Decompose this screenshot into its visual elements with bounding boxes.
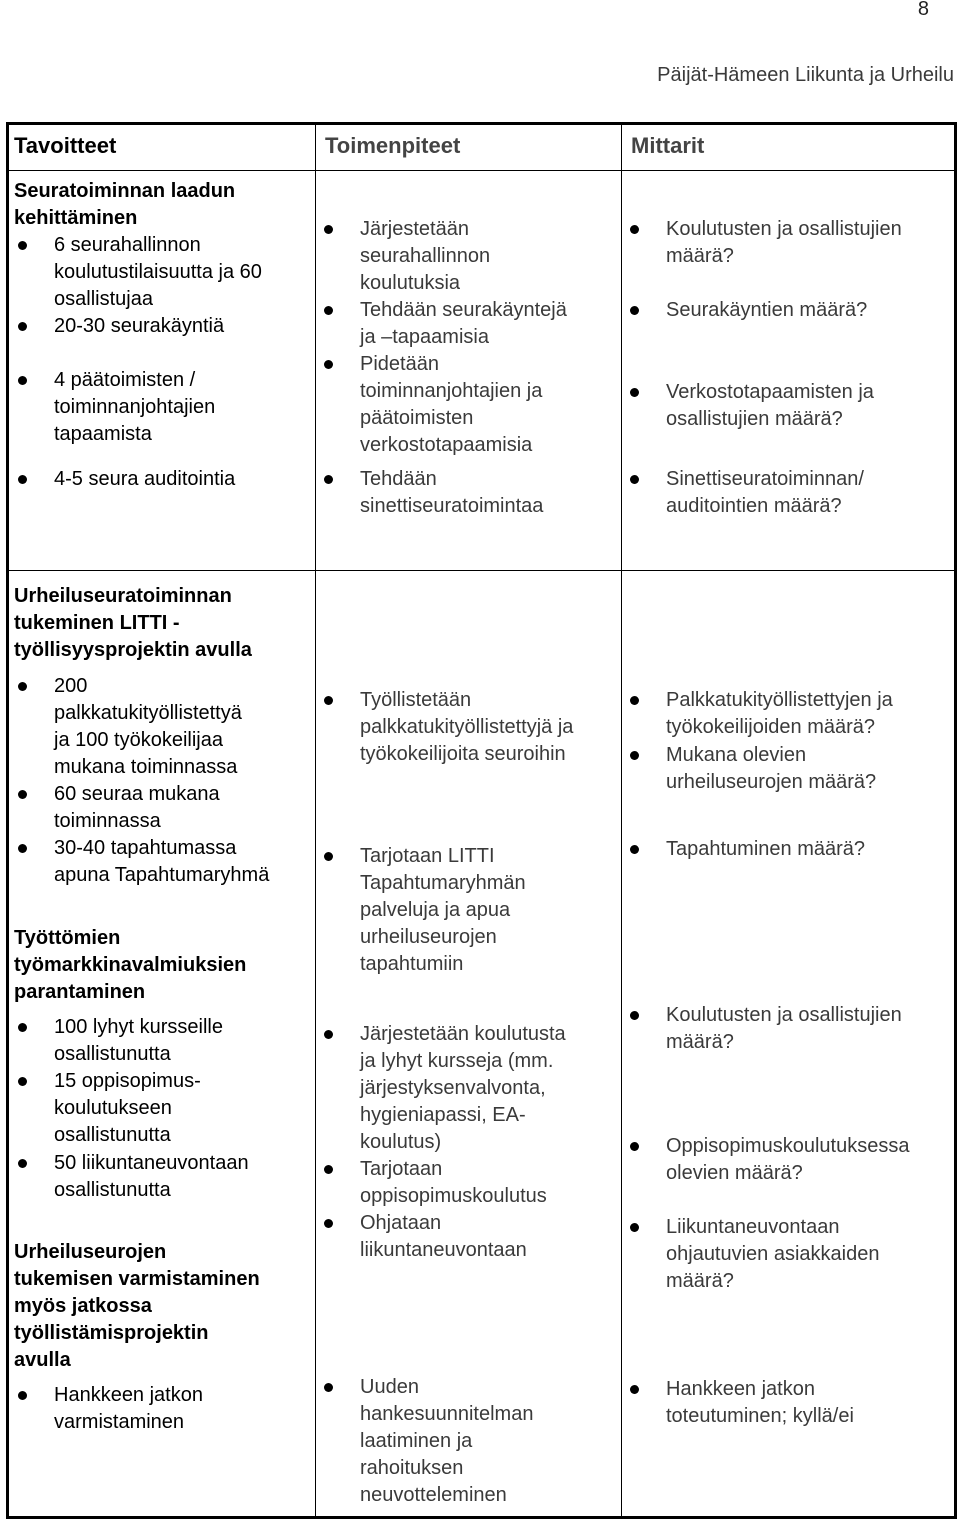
bullet-icon: [324, 1383, 333, 1392]
text-line: kehittäminen: [14, 207, 138, 229]
bullet-text: [360, 1210, 527, 1264]
page-number: 8: [917, 0, 929, 20]
bullet-text: [360, 351, 542, 459]
text-line: neuvotteleminen: [360, 1484, 507, 1506]
text-line: Työttömien: [14, 927, 121, 949]
bullet-text: [666, 742, 876, 796]
text-line: 6 seurahallinnon: [54, 234, 201, 256]
text-line: olevien määrä?: [666, 1162, 803, 1184]
text-line: hygieniapassi, EA-: [360, 1104, 526, 1126]
text-line: koulutukseen: [54, 1097, 172, 1119]
text-line: osallistunutta: [54, 1043, 171, 1065]
text-line: Hankkeen jatkon: [666, 1378, 815, 1400]
text-line: 20-30 seurakäyntiä: [54, 315, 225, 337]
text-line: toiminnanjohtajien: [54, 396, 216, 418]
bullet-text: [54, 466, 235, 493]
text-line: järjestyksenvalvonta,: [360, 1077, 546, 1099]
bullet-text: [360, 297, 567, 351]
bullet-text: [360, 466, 543, 520]
text-line: ja lyhyt kursseja (mm.: [360, 1050, 554, 1072]
text-line: 15 oppisopimus-: [54, 1070, 201, 1092]
text-line: liikuntaneuvontaan: [360, 1239, 527, 1261]
bullet-text: [666, 466, 864, 520]
bullet-text: [54, 835, 269, 889]
text-line: toteutuminen; kyllä/ei: [666, 1405, 854, 1427]
bullet-text: [360, 216, 490, 297]
text-line: tukemisen varmistaminen: [14, 1268, 260, 1290]
bullet-icon: [324, 225, 333, 234]
bullet-text: [54, 781, 220, 835]
text-line: Palkkatukityöllistettyjen ja: [666, 689, 893, 711]
bullet-icon: [18, 682, 27, 691]
text-line: Koulutusten ja osallistujien: [666, 1004, 902, 1026]
text-line: Mukana olevien: [666, 744, 807, 766]
bullet-text: [360, 843, 526, 978]
text-line: verkostotapaamisia: [360, 434, 533, 456]
bullet-icon: [630, 1011, 639, 1020]
text-line: mukana toiminnassa: [54, 756, 238, 778]
text-line: Seurakäyntien määrä?: [666, 299, 868, 321]
bullet-icon: [18, 790, 27, 799]
text-line: 50 liikuntaneuvontaan: [54, 1152, 249, 1174]
text-line: 200: [54, 675, 88, 697]
header-actions: Toimenpiteet: [325, 133, 461, 158]
goals-table: [6, 122, 957, 1519]
text-line: Pidetään: [360, 353, 439, 375]
header-measures: Mittarit: [631, 133, 705, 158]
bullet-text: [666, 216, 902, 270]
text-line: Koulutusten ja osallistujien: [666, 218, 902, 240]
text-line: Järjestetään koulutusta: [360, 1023, 566, 1045]
goal-section-title: [14, 1239, 260, 1374]
bullet-icon: [630, 1223, 639, 1232]
text-line: tapahtumiin: [360, 953, 464, 975]
bullet-icon: [324, 475, 333, 484]
text-line: työkokeilijoita seuroihin: [360, 743, 566, 765]
bullet-text: [666, 836, 865, 863]
bullet-icon: [630, 475, 639, 484]
text-line: 30-40 tapahtumassa: [54, 837, 237, 859]
bullet-text: [360, 687, 573, 768]
text-line: Seuratoiminnan laadun: [14, 180, 236, 202]
header-goals: Tavoitteet: [14, 133, 117, 158]
bullet-text: [666, 1376, 854, 1430]
text-line: toiminnanjohtajien ja: [360, 380, 543, 402]
text-line: osallistujien määrä?: [666, 408, 843, 430]
text-line: koulutustilaisuutta ja 60: [54, 261, 262, 283]
bullet-icon: [630, 1142, 639, 1151]
text-line: määrä?: [666, 1270, 734, 1292]
bullet-text: [666, 1214, 880, 1295]
text-line: apuna Tapahtumaryhmä: [54, 864, 270, 886]
bullet-icon: [18, 844, 27, 853]
text-line: koulutuksia: [360, 272, 461, 294]
bullet-icon: [18, 1077, 27, 1086]
text-line: avulla: [14, 1349, 71, 1371]
text-line: ohjautuvien asiakkaiden: [666, 1243, 880, 1265]
bullet-text: [54, 1068, 201, 1149]
text-line: Oppisopimuskoulutuksessa: [666, 1135, 910, 1157]
bullet-text: [666, 1002, 902, 1056]
text-line: Uuden: [360, 1376, 419, 1398]
text-line: hankesuunnitelman: [360, 1403, 534, 1425]
text-line: Hankkeen jatkon: [54, 1384, 203, 1406]
bullet-icon: [18, 1159, 27, 1168]
text-line: Tapahtuminen määrä?: [666, 838, 866, 860]
text-line: 60 seuraa mukana: [54, 783, 220, 805]
text-line: Urheiluseuratoiminnan: [14, 585, 232, 607]
bullet-icon: [324, 1030, 333, 1039]
bullet-text: [54, 1014, 223, 1068]
column-divider: [621, 125, 622, 1516]
text-line: tukeminen LITTI -: [14, 612, 180, 634]
text-line: parantaminen: [14, 981, 146, 1003]
bullet-text: [54, 1150, 249, 1204]
text-line: 4 päätoimisten /: [54, 369, 196, 391]
text-line: tapaamista: [54, 423, 152, 445]
bullet-text: [54, 313, 224, 340]
bullet-text: [360, 1156, 547, 1210]
text-line: päätoimisten: [360, 407, 474, 429]
goal-section-title: [14, 178, 235, 232]
text-line: työllisyysprojektin avulla: [14, 639, 252, 661]
text-line: oppisopimuskoulutus: [360, 1185, 547, 1207]
bullet-icon: [630, 388, 639, 397]
text-line: palkkatukityöllistettyä: [54, 702, 242, 724]
text-line: urheiluseurojen määrä?: [666, 771, 877, 793]
bullet-icon: [18, 1023, 27, 1032]
bullet-text: [54, 1382, 203, 1436]
text-line: määrä?: [666, 1031, 734, 1053]
text-line: sinettiseuratoimintaa: [360, 495, 544, 517]
bullet-icon: [324, 852, 333, 861]
text-line: Tapahtumaryhmän: [360, 872, 526, 894]
text-line: Tarjotaan LITTI: [360, 845, 495, 867]
bullet-icon: [18, 322, 27, 331]
goal-section-title: [14, 583, 252, 664]
text-line: ja –tapaamisia: [360, 326, 489, 348]
bullet-icon: [630, 1385, 639, 1394]
bullet-text: [360, 1374, 533, 1509]
text-line: laatiminen ja: [360, 1430, 473, 1452]
bullet-icon: [324, 306, 333, 315]
goal-section-title: [14, 925, 246, 1006]
bullet-icon: [18, 241, 27, 250]
bullet-icon: [630, 696, 639, 705]
organization-header: Päijät-Hämeen Liikunta ja Urheilu: [657, 64, 954, 86]
bullet-icon: [630, 306, 639, 315]
text-line: toiminnassa: [54, 810, 161, 832]
bullet-text: [666, 297, 867, 324]
text-line: seurahallinnon: [360, 245, 491, 267]
text-line: ja 100 työkokeilijaa: [54, 729, 223, 751]
header-divider: [9, 170, 954, 171]
bullet-icon: [18, 376, 27, 385]
column-divider: [315, 125, 316, 1516]
bullet-icon: [630, 225, 639, 234]
text-line: Työllistetään: [360, 689, 472, 711]
text-line: urheiluseurojen: [360, 926, 497, 948]
text-line: 100 lyhyt kursseille: [54, 1016, 223, 1038]
bullet-icon: [630, 751, 639, 760]
text-line: työllistämisprojektin: [14, 1322, 209, 1344]
bullet-icon: [18, 475, 27, 484]
text-line: palkkatukityöllistettyjä ja: [360, 716, 574, 738]
bullet-text: [666, 379, 874, 433]
text-line: Järjestetään: [360, 218, 469, 240]
text-line: koulutus): [360, 1131, 442, 1153]
text-line: rahoituksen: [360, 1457, 464, 1479]
bullet-icon: [324, 1219, 333, 1228]
bullet-icon: [324, 360, 333, 369]
text-line: varmistaminen: [54, 1411, 185, 1433]
text-line: osallistujaa: [54, 288, 153, 310]
text-line: osallistunutta: [54, 1179, 171, 1201]
text-line: Urheiluseurojen: [14, 1241, 167, 1263]
text-line: Ohjataan: [360, 1212, 442, 1234]
bullet-text: [54, 673, 242, 781]
text-line: Tarjotaan: [360, 1158, 443, 1180]
bullet-text: [360, 1021, 566, 1156]
text-line: Liikuntaneuvontaan: [666, 1216, 840, 1238]
bullet-icon: [324, 696, 333, 705]
bullet-text: [666, 687, 893, 741]
bullet-icon: [630, 845, 639, 854]
text-line: myös jatkossa: [14, 1295, 152, 1317]
bullet-text: [54, 232, 262, 313]
text-line: Verkostotapaamisten ja: [666, 381, 874, 403]
text-line: 4-5 seura auditointia: [54, 468, 236, 490]
text-line: määrä?: [666, 245, 734, 267]
text-line: työmarkkinavalmiuksien: [14, 954, 247, 976]
bullet-icon: [18, 1391, 27, 1400]
bullet-text: [54, 367, 215, 448]
bullet-icon: [324, 1165, 333, 1174]
text-line: työkokeilijoiden määrä?: [666, 716, 876, 738]
text-line: palveluja ja apua: [360, 899, 511, 921]
text-line: Tehdään: [360, 468, 437, 490]
bullet-text: [666, 1133, 909, 1187]
row-divider: [9, 570, 954, 571]
text-line: auditointien määrä?: [666, 495, 842, 517]
text-line: Tehdään seurakäyntejä: [360, 299, 567, 321]
text-line: osallistunutta: [54, 1124, 171, 1146]
text-line: Sinettiseuratoiminnan/: [666, 468, 864, 490]
